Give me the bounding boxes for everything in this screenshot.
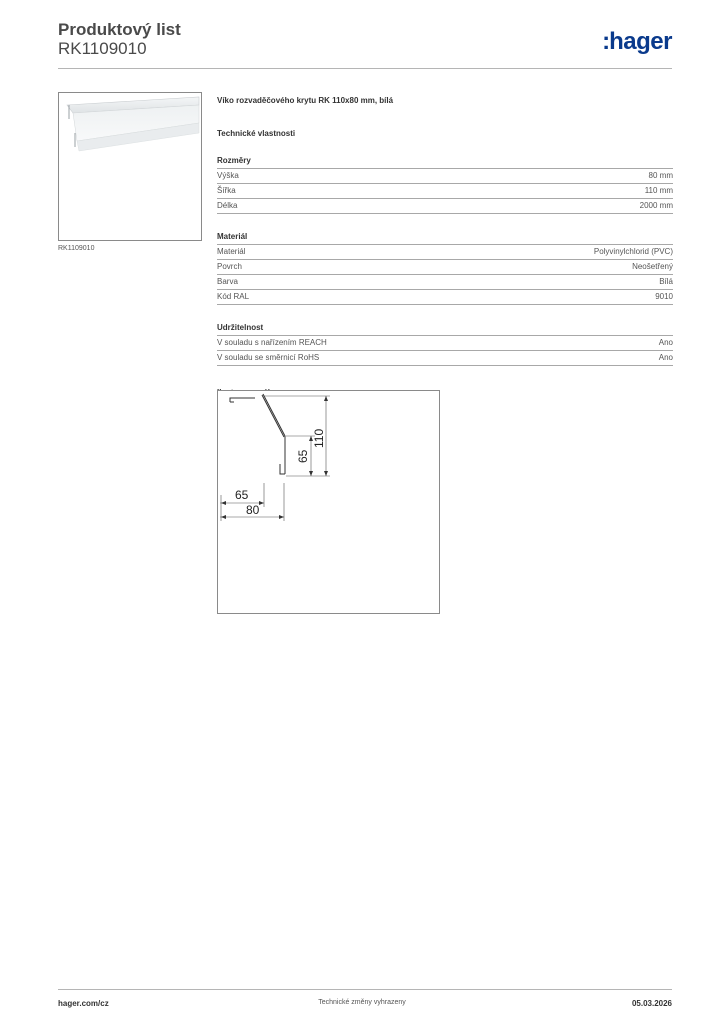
dimension-label-65-horizontal: 65 <box>235 488 249 502</box>
document-title: Produktový list <box>58 20 181 39</box>
footer-divider <box>58 989 672 990</box>
footer-date: 05.03.2026 <box>631 999 672 1008</box>
group-heading-sustainability: Udržitelnost <box>217 323 264 332</box>
table-row <box>217 168 673 183</box>
dimension-drawing-svg <box>218 391 439 613</box>
logo-text: hager <box>609 28 672 55</box>
hager-logo <box>602 28 672 56</box>
cover-lid-illustration <box>59 93 201 240</box>
technical-drawing <box>217 390 440 614</box>
table-row <box>217 274 673 289</box>
product-image <box>58 92 202 241</box>
image-caption: RK1109010 <box>58 245 95 252</box>
row-value: Neošetřený <box>632 262 673 271</box>
table-row <box>217 335 673 350</box>
row-label: Barva <box>217 277 238 286</box>
row-label: Povrch <box>217 262 242 271</box>
dimension-label-65-vertical: 65 <box>296 449 310 463</box>
footer-website-link[interactable]: hager.com/cz <box>58 999 109 1008</box>
row-value: 2000 mm <box>639 201 673 210</box>
row-label: V souladu s nařízením REACH <box>217 338 327 347</box>
group-heading-dimensions: Rozměry <box>217 156 251 165</box>
row-label: Materiál <box>217 247 246 256</box>
table-row <box>217 198 673 214</box>
properties-heading: Technické vlastnosti <box>217 129 296 138</box>
row-label: Kód RAL <box>217 292 250 301</box>
table-row <box>217 183 673 198</box>
dimensions-table <box>217 168 673 214</box>
dimension-label-80: 80 <box>246 503 260 517</box>
product-details <box>217 96 673 397</box>
sustainability-table <box>217 335 673 366</box>
table-row <box>217 289 673 305</box>
row-value: Polyvinylchlorid (PVC) <box>593 247 673 256</box>
row-label: Šířka <box>217 186 236 195</box>
product-code: RK1109010 <box>58 39 147 58</box>
product-name: Víko rozvaděčového krytu RK 110x80 mm, bílá <box>217 96 394 105</box>
table-row <box>217 259 673 274</box>
row-label: Výška <box>217 171 239 180</box>
footer-notice: Technické změny vyhrazeny <box>318 999 406 1006</box>
group-heading-material: Materiál <box>217 232 248 241</box>
logo-colon: : <box>602 28 609 55</box>
row-value: Bílá <box>659 277 673 286</box>
row-value: 80 mm <box>648 171 673 180</box>
header-divider <box>58 68 672 69</box>
row-label: V souladu se směrnicí RoHS <box>217 353 320 362</box>
row-label: Délka <box>217 201 238 210</box>
table-row <box>217 244 673 259</box>
table-row <box>217 350 673 366</box>
material-table <box>217 244 673 305</box>
row-value: Ano <box>658 338 673 347</box>
row-value: 9010 <box>655 292 673 301</box>
dimension-label-110: 110 <box>312 428 326 448</box>
row-value: Ano <box>658 353 673 362</box>
row-value: 110 mm <box>644 186 673 195</box>
